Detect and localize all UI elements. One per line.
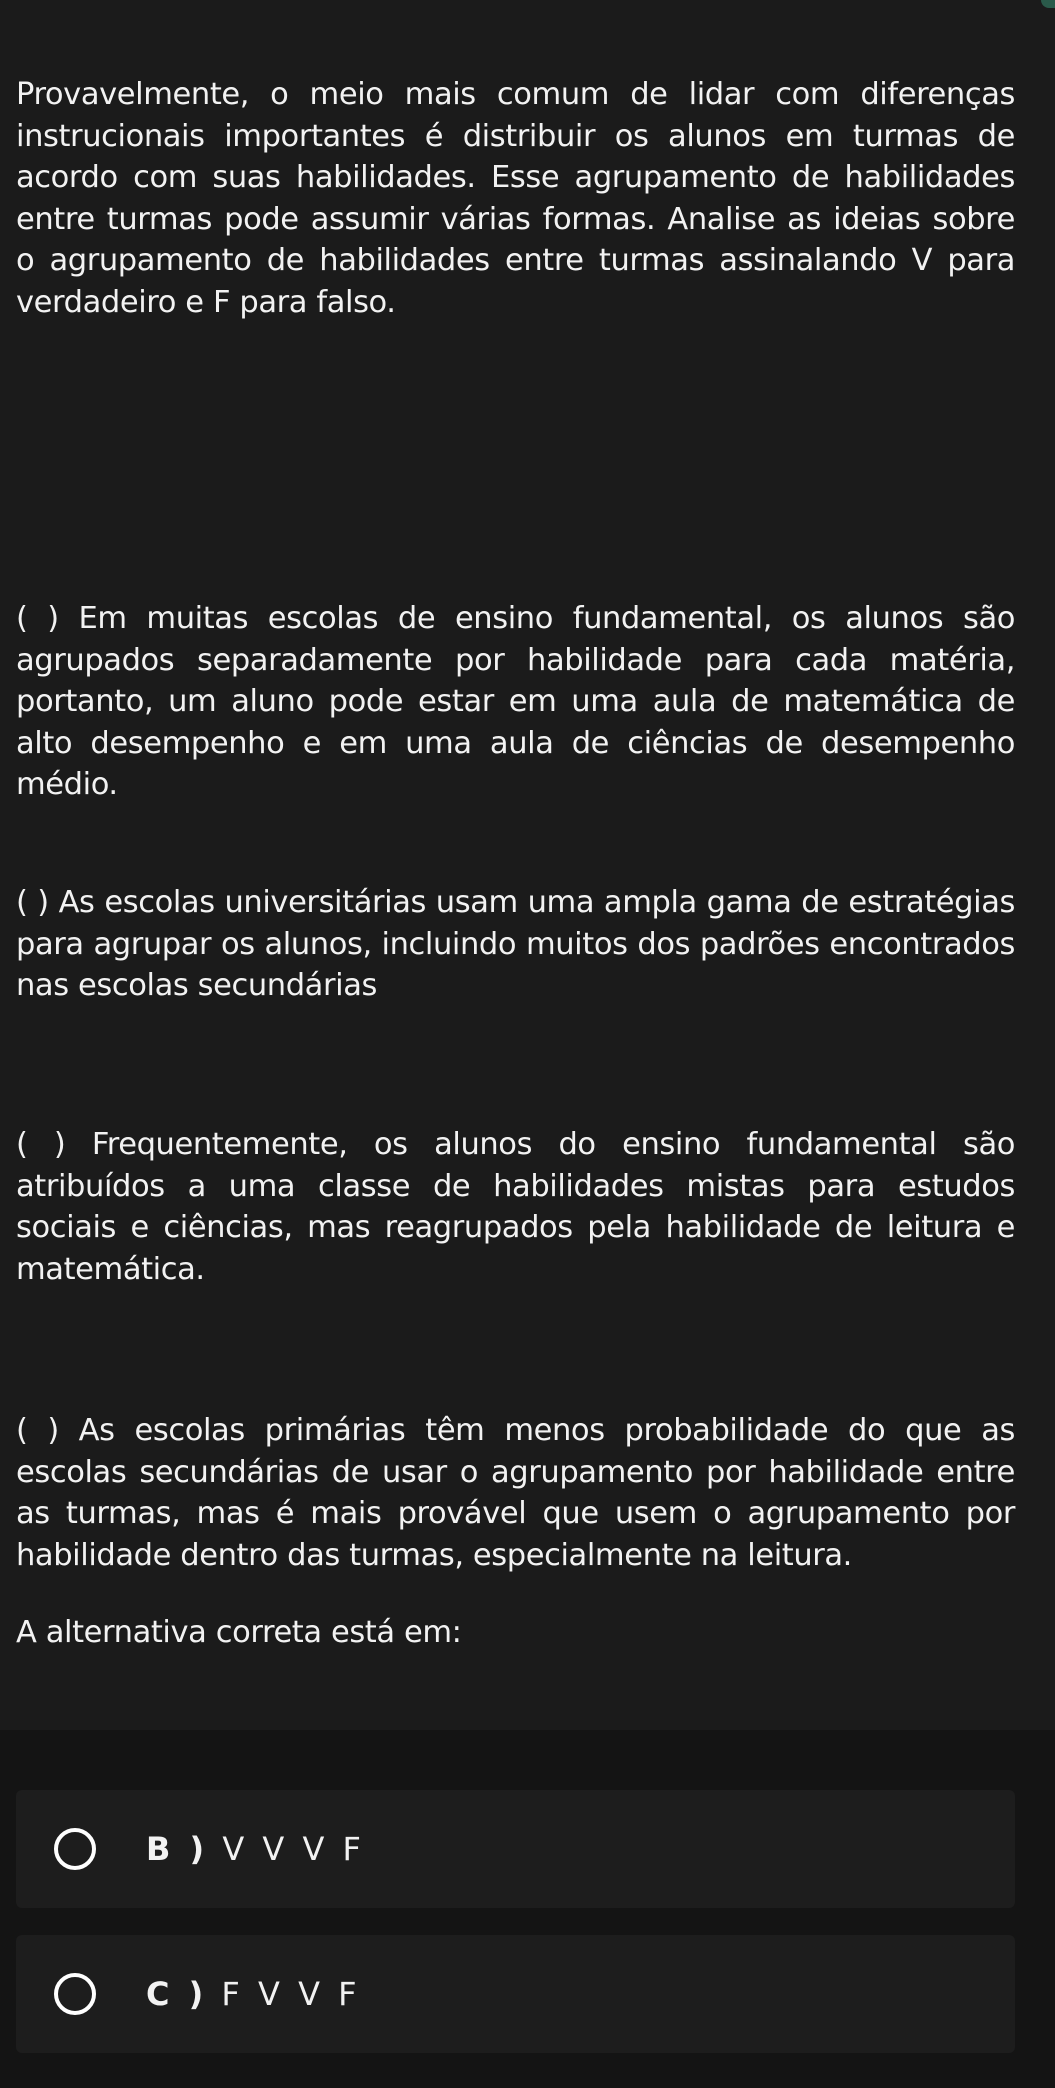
statement-3: ( ) Frequentemente, os alunos do ensino fundamental são atribuídos a uma classe de habilidades mistas para estudos sociais e ciências, mas reagrupados pela habilidade de leitura e matemática. xyxy=(16,1127,1015,1287)
option-c-label xyxy=(146,1975,361,2013)
option-c-letter: C ) xyxy=(146,1975,208,2013)
statement-4: ( ) As escolas primárias têm menos probabilidade do que as escolas secundárias de usar o agrupamento por habilidade entre as turmas, mas é mais provável que usem o agrupamento por habilidade dentro das turmas, especialmente na leitura. xyxy=(16,1413,1015,1573)
option-b-text: V V V F xyxy=(222,1830,365,1868)
statement-2: ( ) As escolas universitárias usam uma ampla gama de estratégias para agrupar os alunos, incluindo muitos dos padrões encontrados nas escolas secundárias xyxy=(16,885,1015,1003)
radio-circle-icon[interactable] xyxy=(54,1973,96,2015)
answer-options xyxy=(0,1730,1055,2088)
option-c[interactable] xyxy=(16,1935,1015,2053)
statement-1: ( ) Em muitas escolas de ensino fundamental, os alunos são agrupados separadamente por habilidade para cada matéria, portanto, um aluno pode estar em uma aula de matemática de alto desempenho e em uma aula de ciências de desempenho médio. xyxy=(16,601,1015,802)
question-intro: Provavelmente, o meio mais comum de lidar com diferenças instrucionais importantes é distribuir os alunos em turmas de acordo com suas habilidades. Esse agrupamento de habilidades entre turmas pode assumir várias formas. Analise as ideias sobre o agrupamento de habilidades entre turmas assinalando V para verdadeiro e F para falso. xyxy=(16,77,1015,320)
radio-circle-icon[interactable] xyxy=(54,1828,96,1870)
option-b-letter: B ) xyxy=(146,1830,209,1868)
question-prompt: A alternativa correta está em: xyxy=(16,1615,462,1650)
option-b-label xyxy=(146,1830,365,1868)
option-b[interactable] xyxy=(16,1790,1015,1908)
option-c-text: F V V F xyxy=(221,1975,361,2013)
